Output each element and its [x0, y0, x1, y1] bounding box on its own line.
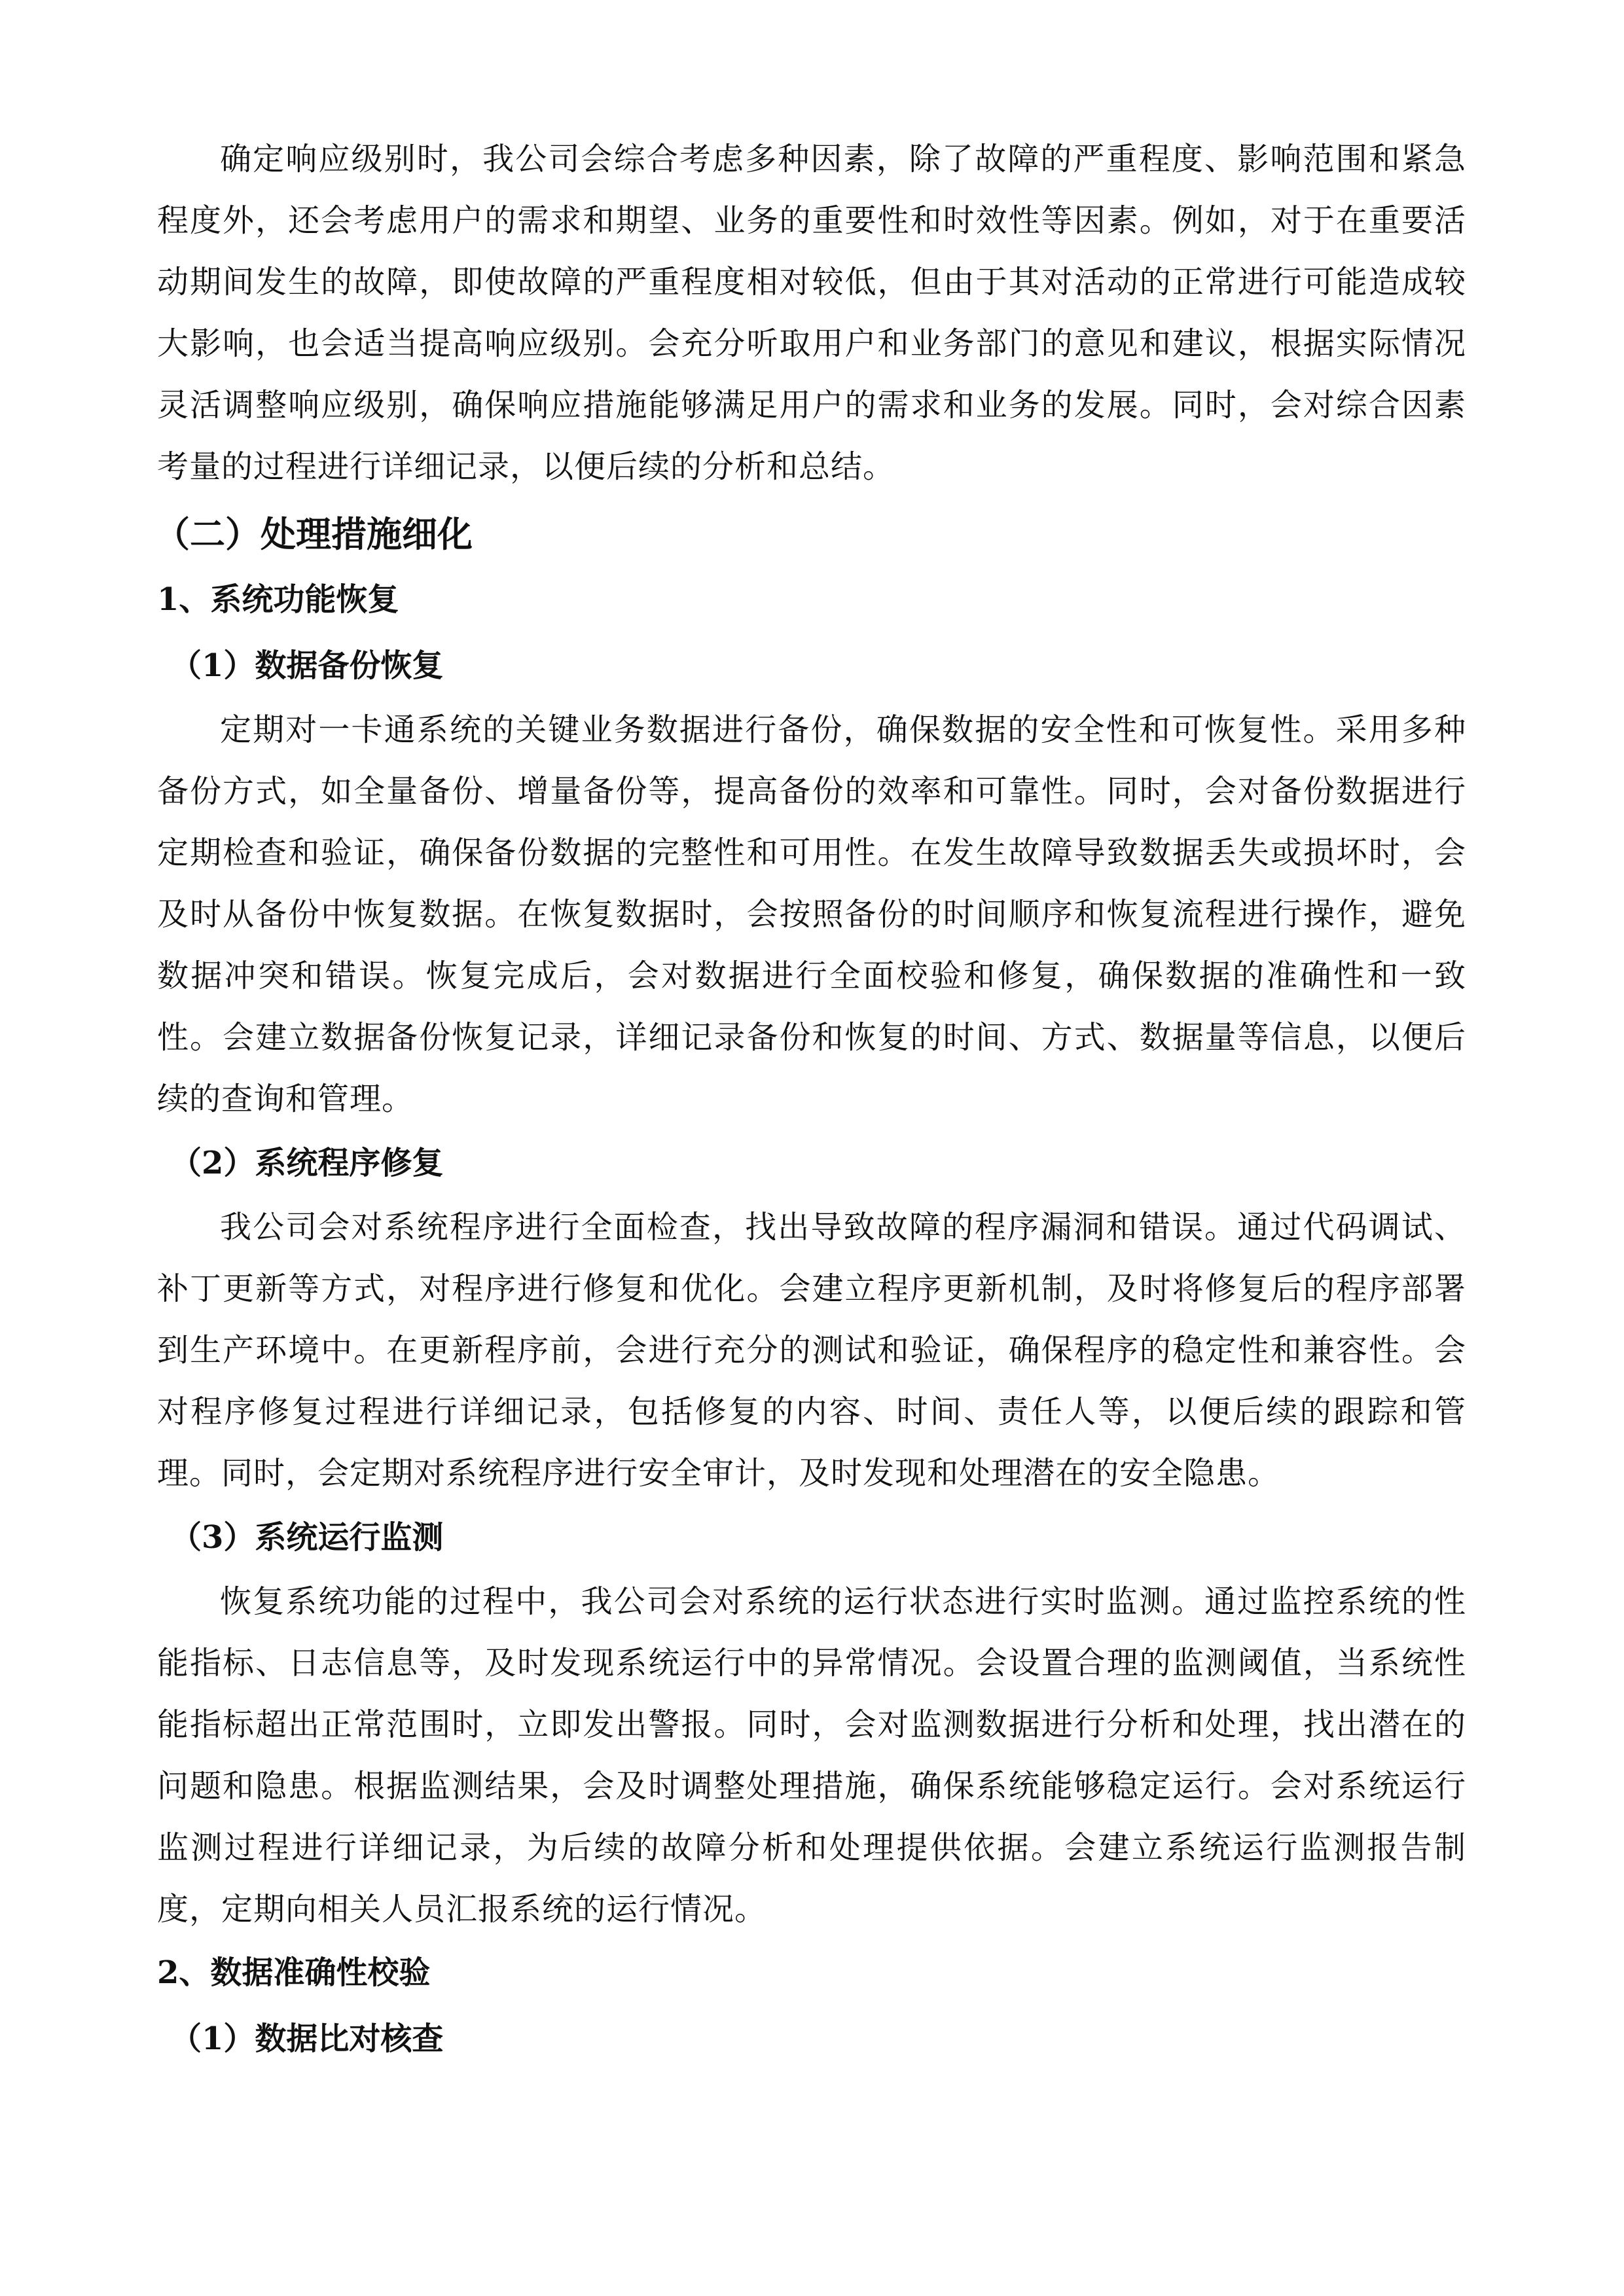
paragraph-data-backup: 定期对一卡通系统的关键业务数据进行备份，确保数据的安全性和可恢复性。采用多种备份方式，如全量备份、增量备份等，提高备份的效率和可靠性。同时，会对备份数据进行定期检查和验证，确保备份数据的完整性和可用性。在发生故障导致数据丢失或损坏时，会及时从备份中恢复数据。在恢复数据时，会按照备份的时间顺序和恢复流程进行操作，避免数据冲突和错误。恢复完成后，会对数据进行全面校验和修复，确保数据的准确性和一致性。会建立数据备份恢复记录，详细记录备份和恢复的时间、方式、数据量等信息，以便后续的查询和管理。 — [157, 711, 1466, 1117]
intro-paragraph: 确定响应级别时，我公司会综合考虑多种因素，除了故障的严重程度、影响范围和紧急程度外，还会考虑用户的需求和期望、业务的重要性和时效性等因素。例如，对于在重要活动期间发生的故障，即使故障的严重程度相对较低，但由于其对活动的正常进行可能造成较大影响，也会适当提高响应级别。会充分听取用户和业务部门的意见和建议，根据实际情况灵活调整响应级别，确保响应措施能够满足用户的需求和业务的发展。同时，会对综合因素考量的过程进行详细记录，以便后续的分析和总结。 — [157, 141, 1466, 485]
item-title-program-repair: （2）系统程序修复 — [170, 1145, 444, 1181]
paragraph-program-repair: 我公司会对系统程序进行全面检查，找出导致故障的程序漏洞和错误。通过代码调试、补丁更新等方式，对程序进行修复和优化。会建立程序更新机制，及时将修复后的程序部署到生产环境中。在更新程序前，会进行充分的测试和验证，确保程序的稳定性和兼容性。会对程序修复过程进行详细记录，包括修复的内容、时间、责任人等，以便后续的跟踪和管理。同时，会定期对系统程序进行安全审计，及时发现和处理潜在的安全隐患。 — [157, 1209, 1466, 1492]
subsection-title-2: 2、数据准确性校验 — [157, 1954, 431, 1991]
section-heading: （二）处理措施细化 — [154, 513, 473, 555]
document-page — [154, 128, 1466, 2072]
item-title-data-comparison: （1）数据比对核查 — [170, 2020, 444, 2057]
item-title-data-backup: （1）数据备份恢复 — [170, 647, 444, 684]
item-title-runtime-monitoring: （3）系统运行监测 — [170, 1519, 444, 1556]
paragraph-runtime-monitoring: 恢复系统功能的过程中，我公司会对系统的运行状态进行实时监测。通过监控系统的性能指标、日志信息等，及时发现系统运行中的异常情况。会设置合理的监测阈值，当系统性能指标超出正常范围时，立即发出警报。同时，会对监测数据进行分析和处理，找出潜在的问题和隐患。根据监测结果，会及时调整处理措施，确保系统能够稳定运行。会对系统运行监测过程进行详细记录，为后续的故障分析和处理提供依据。会建立系统运行监测报告制度，定期向相关人员汇报系统的运行情况。 — [157, 1583, 1466, 1928]
subsection-title-1: 1、系统功能恢复 — [157, 581, 399, 618]
